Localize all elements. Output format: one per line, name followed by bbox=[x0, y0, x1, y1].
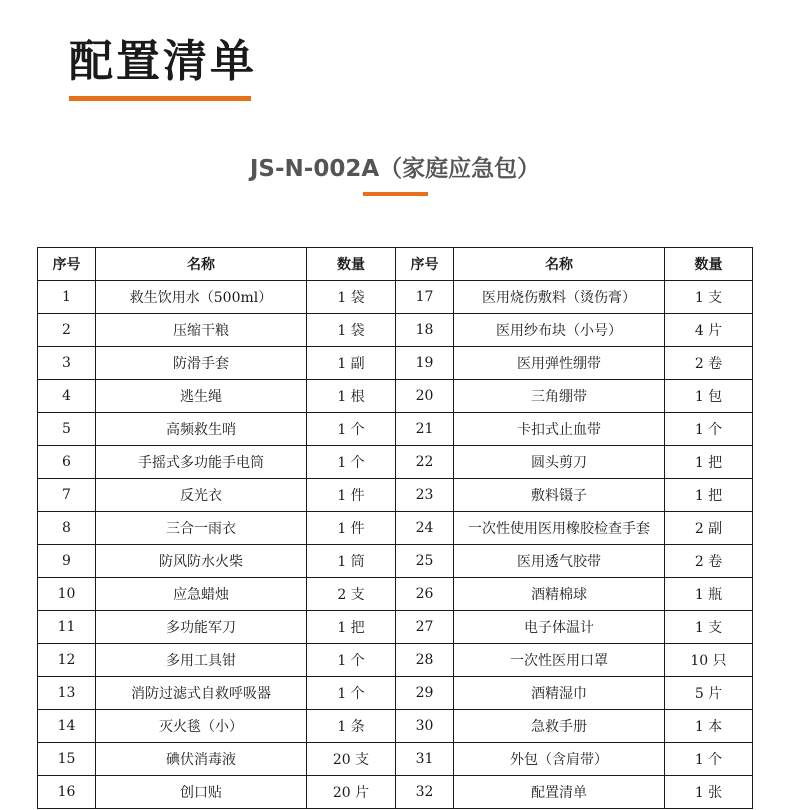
item-qty: 1 件 bbox=[307, 479, 396, 512]
item-qty: 1 个 bbox=[307, 446, 396, 479]
item-name: 圆头剪刀 bbox=[454, 446, 665, 479]
item-qty: 1 个 bbox=[665, 743, 753, 776]
item-name: 医用烧伤敷料（烫伤膏） bbox=[454, 281, 665, 314]
item-no: 32 bbox=[396, 776, 454, 809]
table-row bbox=[38, 281, 753, 314]
item-name: 电子体温计 bbox=[454, 611, 665, 644]
item-name: 压缩干粮 bbox=[96, 314, 307, 347]
item-no: 12 bbox=[38, 644, 96, 677]
item-no: 7 bbox=[38, 479, 96, 512]
item-name: 卡扣式止血带 bbox=[454, 413, 665, 446]
item-no: 22 bbox=[396, 446, 454, 479]
header-qty-left: 数量 bbox=[307, 248, 396, 281]
item-no: 14 bbox=[38, 710, 96, 743]
item-no: 19 bbox=[396, 347, 454, 380]
item-qty: 1 支 bbox=[665, 611, 753, 644]
table-row bbox=[38, 743, 753, 776]
item-qty: 2 卷 bbox=[665, 347, 753, 380]
item-no: 28 bbox=[396, 644, 454, 677]
item-name: 反光衣 bbox=[96, 479, 307, 512]
item-qty: 2 卷 bbox=[665, 545, 753, 578]
table-row bbox=[38, 479, 753, 512]
table-row bbox=[38, 644, 753, 677]
item-no: 25 bbox=[396, 545, 454, 578]
item-no: 2 bbox=[38, 314, 96, 347]
item-no: 16 bbox=[38, 776, 96, 809]
table-row bbox=[38, 545, 753, 578]
item-no: 5 bbox=[38, 413, 96, 446]
item-qty: 20 支 bbox=[307, 743, 396, 776]
item-no: 18 bbox=[396, 314, 454, 347]
item-name: 应急蜡烛 bbox=[96, 578, 307, 611]
item-no: 20 bbox=[396, 380, 454, 413]
table-row bbox=[38, 413, 753, 446]
item-qty: 1 包 bbox=[665, 380, 753, 413]
product-subtitle: JS-N-002A（家庭应急包） bbox=[249, 156, 541, 182]
item-qty: 1 个 bbox=[307, 413, 396, 446]
item-no: 13 bbox=[38, 677, 96, 710]
item-qty: 20 片 bbox=[307, 776, 396, 809]
item-qty: 1 件 bbox=[307, 512, 396, 545]
item-qty: 1 袋 bbox=[307, 281, 396, 314]
item-no: 21 bbox=[396, 413, 454, 446]
item-name: 敷料镊子 bbox=[454, 479, 665, 512]
table-row bbox=[38, 578, 753, 611]
item-no: 10 bbox=[38, 578, 96, 611]
item-name: 防滑手套 bbox=[96, 347, 307, 380]
page-title: 配置清单 bbox=[69, 36, 257, 87]
item-qty: 1 副 bbox=[307, 347, 396, 380]
item-name: 医用纱布块（小号） bbox=[454, 314, 665, 347]
item-qty: 1 个 bbox=[307, 644, 396, 677]
item-name: 高频救生哨 bbox=[96, 413, 307, 446]
item-qty: 1 支 bbox=[665, 281, 753, 314]
item-no: 24 bbox=[396, 512, 454, 545]
item-qty: 4 片 bbox=[665, 314, 753, 347]
item-name: 消防过滤式自救呼吸器 bbox=[96, 677, 307, 710]
header-name-right: 名称 bbox=[454, 248, 665, 281]
item-name: 医用弹性绷带 bbox=[454, 347, 665, 380]
header-no-left: 序号 bbox=[38, 248, 96, 281]
item-qty: 1 把 bbox=[665, 479, 753, 512]
item-qty: 1 把 bbox=[307, 611, 396, 644]
item-no: 9 bbox=[38, 545, 96, 578]
item-no: 29 bbox=[396, 677, 454, 710]
header-no-right: 序号 bbox=[396, 248, 454, 281]
item-qty: 1 把 bbox=[665, 446, 753, 479]
table-row bbox=[38, 446, 753, 479]
item-name: 创口贴 bbox=[96, 776, 307, 809]
item-no: 6 bbox=[38, 446, 96, 479]
item-qty: 1 根 bbox=[307, 380, 396, 413]
item-qty: 2 副 bbox=[665, 512, 753, 545]
table-row bbox=[38, 776, 753, 809]
item-no: 4 bbox=[38, 380, 96, 413]
item-qty: 1 张 bbox=[665, 776, 753, 809]
item-name: 一次性医用口罩 bbox=[454, 644, 665, 677]
item-name: 逃生绳 bbox=[96, 380, 307, 413]
item-name: 酒精湿巾 bbox=[454, 677, 665, 710]
item-qty: 1 本 bbox=[665, 710, 753, 743]
item-qty: 1 瓶 bbox=[665, 578, 753, 611]
item-name: 配置清单 bbox=[454, 776, 665, 809]
header-qty-right: 数量 bbox=[665, 248, 753, 281]
configuration-table bbox=[37, 247, 753, 809]
item-name: 多用工具钳 bbox=[96, 644, 307, 677]
item-qty: 1 筒 bbox=[307, 545, 396, 578]
table-row bbox=[38, 314, 753, 347]
item-no: 8 bbox=[38, 512, 96, 545]
item-qty: 10 只 bbox=[665, 644, 753, 677]
item-name: 手摇式多功能手电筒 bbox=[96, 446, 307, 479]
item-no: 3 bbox=[38, 347, 96, 380]
table-header-row bbox=[38, 248, 753, 281]
table-row bbox=[38, 710, 753, 743]
item-qty: 1 个 bbox=[665, 413, 753, 446]
item-name: 医用透气胶带 bbox=[454, 545, 665, 578]
title-underline bbox=[69, 96, 251, 101]
item-name: 三合一雨衣 bbox=[96, 512, 307, 545]
item-name: 一次性使用医用橡胶检查手套 bbox=[454, 512, 665, 545]
table-row bbox=[38, 512, 753, 545]
item-no: 1 bbox=[38, 281, 96, 314]
item-qty: 5 片 bbox=[665, 677, 753, 710]
item-qty: 1 个 bbox=[307, 677, 396, 710]
item-no: 11 bbox=[38, 611, 96, 644]
item-no: 27 bbox=[396, 611, 454, 644]
item-name: 外包（含肩带） bbox=[454, 743, 665, 776]
item-no: 30 bbox=[396, 710, 454, 743]
table-row bbox=[38, 611, 753, 644]
table-row bbox=[38, 380, 753, 413]
item-name: 酒精棉球 bbox=[454, 578, 665, 611]
subtitle-underline bbox=[363, 192, 428, 196]
item-name: 碘伏消毒液 bbox=[96, 743, 307, 776]
item-qty: 1 条 bbox=[307, 710, 396, 743]
item-name: 三角绷带 bbox=[454, 380, 665, 413]
item-no: 31 bbox=[396, 743, 454, 776]
item-no: 15 bbox=[38, 743, 96, 776]
item-name: 多功能军刀 bbox=[96, 611, 307, 644]
table-row bbox=[38, 677, 753, 710]
item-no: 17 bbox=[396, 281, 454, 314]
item-name: 防风防水火柴 bbox=[96, 545, 307, 578]
item-no: 23 bbox=[396, 479, 454, 512]
item-name: 救生饮用水（500ml） bbox=[96, 281, 307, 314]
item-name: 急救手册 bbox=[454, 710, 665, 743]
table-row bbox=[38, 347, 753, 380]
header-name-left: 名称 bbox=[96, 248, 307, 281]
item-qty: 2 支 bbox=[307, 578, 396, 611]
item-no: 26 bbox=[396, 578, 454, 611]
item-name: 灭火毯（小） bbox=[96, 710, 307, 743]
item-qty: 1 袋 bbox=[307, 314, 396, 347]
